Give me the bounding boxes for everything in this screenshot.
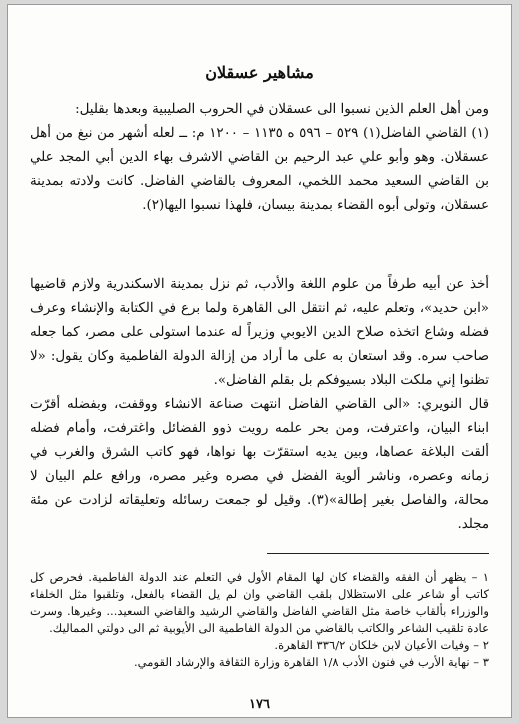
footnote-3: ٣ – نهاية الأرب في فنون الأدب ١/٨ القاهرة وزارة الثقافة والإرشاد القومي. xyxy=(133,655,489,669)
footnote-divider xyxy=(267,553,489,554)
biography-paragraph: (١) القاضي الفاضل(١) ٥٢٩ – ٥٩٦ ه ١١٣٥ – ١٢٠٠ م: ــ لعله أشهر من نبغ من أهل عسقلان. وهو وأبو علي عبد الرحيم بن القاضي الاشرف بهاء الدين أبي المجد علي بن القاضي السعيد محمد اللخمي، المعروف بالقاضي الفاضل. كانت ولادته بمدينة عسقلان، وتولى أبوه القضاء بمدينة بيسان، فلهذا نسبوا اليها(٢). xyxy=(30,126,489,213)
body-text xyxy=(30,98,489,218)
footnote-1: ١ – يظهر أن الفقه والقضاء كان لها المقام الأول في التعلم عند الدولة الفاطمية. فحرص كل كاتب أو شاعر على الاستظلال بلقب القاضي وان لم يل القضاء بالفعل، وتلقبوا مثل الخلفاء والوزراء بألقاب خاصة مثل القاضي الفاضل والقاضي الرشيد والقاضي السعيد... وغيرها. وسرت عادة تلقيب الشاعر والكاتب بالقاضي من الدولة الفاطمية الى الأيوبية ثم الى دولتي المماليك. xyxy=(30,570,489,635)
footnote-2: ٢ – وفيات الأعيان لابن خلكان ٣٣٦/٢ القاهرة. xyxy=(274,638,489,652)
education-paragraph: أخذ عن أبيه طرفاً من علوم اللغة والأدب، ثم نزل بمدينة الاسكندرية ولازم قاضيها «ابن حديد»، وتعلم عليه، ثم انتقل الى القاهرة ولما برع في الكتابة والإنشاء وعرف فضله وشاع اتخذه صلاح الدين الايوبي وزيراً له عندما استولى على مصر، كما جعله صاحب سره. وقد استعان به على ما أراد من إزالة الدولة الفاطمية وكان يقول: «لا تظنوا إني ملكت البلاد بسيوفكم بل بقلم الفاضل». xyxy=(30,277,489,388)
page-title: مشاهير عسقلان xyxy=(205,63,314,82)
page-number: ١٧٦ xyxy=(249,697,270,712)
body-text-3 xyxy=(30,393,489,537)
body-text-2 xyxy=(30,273,489,393)
quote-paragraph: قال النويري: «الى القاضي الفاضل انتهت صناعة الانشاء ووقفت، وبفضله أقرّت ابناء البيان، واعترفت، ومن بحر علمه رويت ذوو الفضائل واغترفت، وأمام فضله ألقت البلاغة عصاها، وبين يديه استقرّت بها نواها، فهو كاتب الشرق والغرب في زمانه وعصره، وناشر ألوية الفضل في مصره وغير مصره، ورافع علم البيان لا محالة، والفاصل بغير إطالة»(٣). وقيل لو جمعت رسائله وتعليقاته لزادت عن مئة مجلد. xyxy=(30,397,489,532)
footnotes xyxy=(30,569,489,671)
document-page xyxy=(7,4,512,718)
intro-paragraph: ومن أهل العلم الذين نسبوا الى عسقلان في الحروب الصليبية وبعدها بقليل: xyxy=(75,102,489,117)
